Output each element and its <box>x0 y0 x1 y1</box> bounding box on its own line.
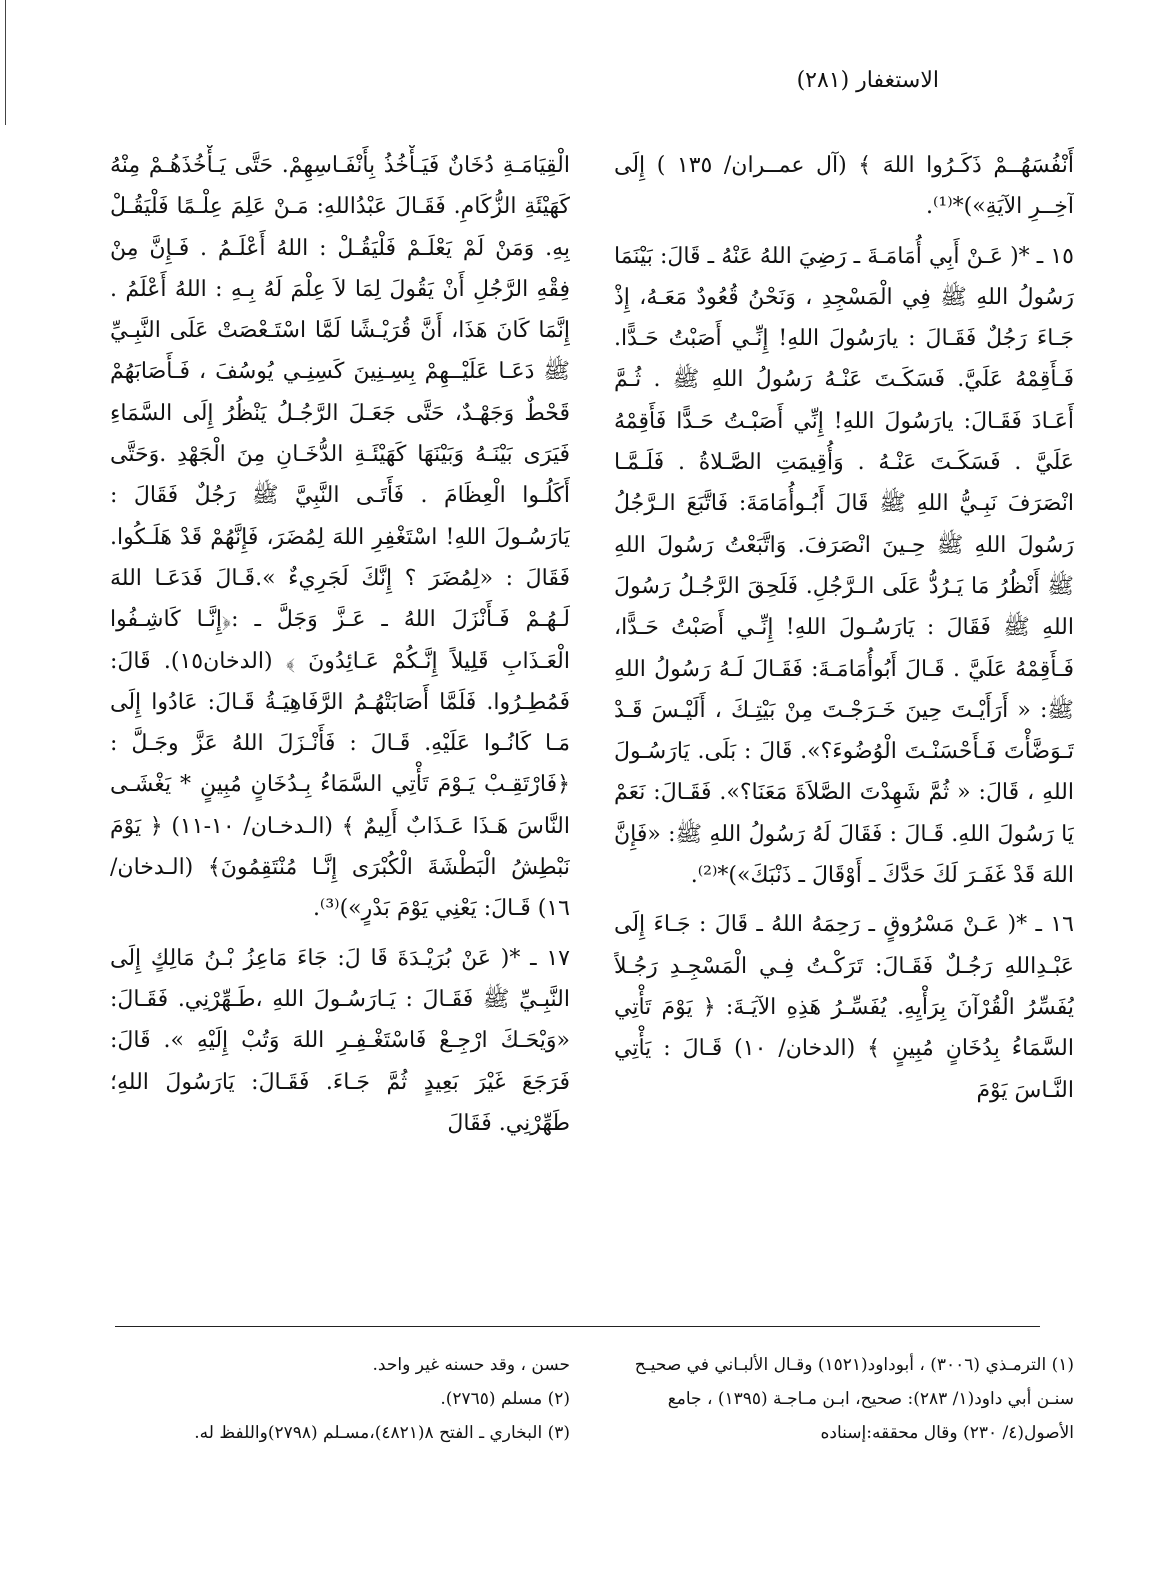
footnote-2: (٢) مسلم (٢٧٦٥). <box>440 1389 570 1409</box>
footnote-separator <box>115 1326 1040 1327</box>
hadith-17: ١٧ ـ *( عَنْ بُرَيْـدَةَ قَا لَ: جَاءَ مَاعِزُ بْـنُ مَالِكٍ إِلَى النَّبِـيِّ ﷺ فَقَـالَ : يَـارَسُـولَ اللهِ ،طَـهِّرْنِي. فَقَـالَ: «وَيْحَـكَ ارْجِـعْ فَاسْتَغْـفِـرِ اللهَ وَتُبْ إِلَيْهِ ». قَالَ: فَرَجَعَ غَيْرَ بَعِيدٍ ثُمَّ جَـاءَ. فَقَـالَ: يَارَسُولَ اللهِ؛ طَهِّرْنِي. فَقَالَ <box>110 945 570 1136</box>
page-edge-line <box>5 0 6 125</box>
footnotes-right <box>624 1348 1074 1558</box>
paragraph: أَنْفُسَهُــمْ ذَكَـرُوا اللهَ ﴾ (آل عمــران/ ١٣٥ ) إِلَى آخِــرِ الآيَةِ»)*⁽¹⁾. <box>614 153 1074 220</box>
text-column-left <box>110 145 570 1295</box>
text-column-right <box>614 145 1074 1295</box>
paragraph: الْقِيَامَـةِ دُخَانٌ فَيَـأْخُذُ بِأَنْفَـاسِهِمْ. حَتَّى يَـأْخُذَهُـمْ مِنْهُ كَهَيْئَةِ الزُّكَامِ. فَقَـالَ عَبْدُاللهِ: مَـنْ عَلِمَ عِلْـمًا فَلْيَقُـلْ بِهِ. وَمَنْ لَمْ يَعْلَـمْ فَلْيَقُـلْ : اللهُ أَعْلَـمُ . فَـإِنَّ مِنْ فِقْهِ الرَّجُلِ أَنْ يَقُولَ لِمَا لاَ عِلْمَ لَهُ بِـهِ : اللهُ أَعْلَمُ . إِنَّمَا كَانَ هَذَا، أَنَّ قُرَيْـشًا لَمَّا اسْتَـعْصَتْ عَلَى النَّبِـيِّ ﷺ دَعَـا عَلَيْــهِمْ بِسِـنِينَ كَسِنِـي يُوسُفَ ، فَـأَصَابَهُمْ قَحْطٌ وَجَهْـدٌ، حَتَّى جَعَـلَ الرَّجُـلُ يَنْظُرُ إِلَى السَّمَاءِ فَيَرَى بَيْنَـهُ وَبَيْنَهَا كَهَيْئَـةِ الدُّخَـانِ مِنَ الْجَهْدِ .وَحَتَّى أَكَلُـوا الْعِظَامَ . فَأَتَـى النَّبِيَّ ﷺ رَجُلٌ فَقَالَ : يَارَسُـولَ اللهِ! اسْتَغْفِرِ اللهَ لِمُضَرَ، فَإِنَّهُمْ قَدْ هَلَـكُوا. فَقَالَ : «لِمُضَرَ ؟ إِنَّكَ لَجَرِيءٌ ».قَـالَ فَدَعَـا اللهَ لَـهُـمْ فَـأَنْزَلَ اللهُ ـ عَـزَّ وَجَلَّ ـ :﴿إِنَّـا كَاشِـفُوا الْعَـذَابِ قَلِيلاً إِنَّـكُمْ عَـائِدُونَ ﴾ (الدخان١٥). قَالَ: فَمُطِـرُوا. فَلَمَّا أَصَابَتْهُـمُ الرَّفَاهِيَـةُ قَـالَ: عَادُوا إِلَى مَـا كَانُـوا عَلَيْهِ. قَـالَ : فَأَنْـزَلَ اللهُ عَزَّ وجَـلَّ : ﴿فَارْتَقِـبْ يَـوْمَ تَأْتِي السَّمَاءُ بِـدُخَانٍ مُبِينٍ * يَغْشَـى النَّاسَ هَـذَا عَـذَابٌ أَلِيمٌ ﴾ (الـدخـان/ ١٠-١١) ﴿ يَوْمَ نَبْطِشُ الْبَطْشَةَ الْكُبْرَى إِنَّـا مُنْتَقِمُونَ﴾ (الـدخان/ ١٦) قَـالَ: يَعْنِي يَوْمَ بَدْرٍ»)⁽³⁾. <box>110 153 570 922</box>
footnote-1: (١) الترمـذي (٣٠٠٦) ، أبوداود(١٥٢١) وقـال الألبـاني في صحيـح سنـن أبي داود(١/ ٢٨٣): صحيح، ابـن مـاجـة (١٣٩٥) ، جامع الأصول(٤/ ٢٣٠) وقال محققه:إسناده <box>634 1355 1074 1443</box>
hadith-16: ١٦ ـ *( عَـنْ مَسْرُوقٍ ـ رَحِمَهُ اللهُ ـ قَالَ : جَـاءَ إِلَى عَبْـدِاللهِ رَجُـلٌ فَقَـالَ: تَرَكْـتُ فِـي الْمَسْجِـدِ رَجُـلاً يُفَسِّرُ الْقُرْآنَ بِرَأْيِهِ. يُفَسِّـرُ هَذِهِ الآيَـةَ: ﴿ يَوْمَ تَأْتِي السَّمَاءُ بِدُخَانٍ مُبِينٍ ﴾ (الدخان/ ١٠) قَـالَ : يَأْتِي النَّـاسَ يَوْمَ <box>614 912 1074 1103</box>
footnote-1-continued: حسن ، وقد حسنه غير واحد. <box>372 1355 570 1375</box>
footnote-3: (٣) البخاري ـ الفتح ٨(٤٨٢١)،مسـلم (٢٧٩٨)واللفظ له. <box>194 1423 570 1443</box>
hadith-15: ١٥ ـ *( عَـنْ أَبِي أُمَامَـةَ ـ رَضِيَ اللهُ عَنْهُ ـ قَالَ: بَيْنَمَا رَسُولُ اللهِ ﷺ فِي الْمَسْجِدِ ، وَنَحْنُ قُعُودٌ مَعَـهُ، إِذْ جَـاءَ رَجُلٌ فَقَـالَ : يارَسُولَ اللهِ! إِنِّـي أَصَبْتُ حَـدًّا. فَـأَقِمْهُ عَلَيَّ. فَسَكَـتَ عَنْـهُ رَسُولُ اللهِ ﷺ . ثُـمَّ أَعَـادَ فَقَـالَ: يارَسُولَ اللهِ! إِنِّي أَصَبْـتُ حَـدًّا فَأَقِمْهُ عَلَيَّ . فَسَكَـتَ عَنْـهُ . وَأُقِيمَتِ الصَّـلاةُ . فَلَـمَّـا انْصَرَفَ نَبِـيُّ اللهِ ﷺ قَالَ أَبُـوأُمَامَةَ: فَاتَّبَعَ الـرَّجُلُ رَسُولَ اللهِ ﷺ حِـينَ انْصَرَفَ. وَاتَّبَعْتُ رَسُولَ اللهِ ﷺ أَنْظُرُ مَا يَـرُدُّ عَلَى الـرَّجُلِ. فَلَحِقَ الرَّجُـلُ رَسُولَ اللهِ ﷺ فَقَالَ : يَارَسُـولَ اللهِ! إِنِّـي أَصَبْتُ حَـدًّا، فَـأَقِمْهُ عَلَيَّ . قَـالَ أَبُوأُمَامَـةَ: فَقَـالَ لَـهُ رَسُولُ اللهِ ﷺ: « أَرَأَيْـتَ حِينَ خَـرَجْـتَ مِنْ بَيْتِـكَ ، أَلَيْـسَ قَـدْ تَـوَضَّأْتَ فَـأَحْسَنْـتَ الْوُضُوءَ؟». قَالَ : بَلَى. يَارَسُـولَ اللهِ ، قَالَ: « ثُمَّ شَهِدْتَ الصَّلاَةَ مَعَنَا؟». فَقَـالَ: نَعَمْ يَا رَسُولَ اللهِ. قَـالَ : فَقَالَ لَهُ رَسُولُ اللهِ ﷺ: «فَإِنَّ اللهَ قَدْ غَفَـرَ لَكَ حَدَّكَ ـ أَوْقَالَ ـ ذَنْبَكَ»)*⁽²⁾. <box>614 243 1074 889</box>
running-header: الاستغفار (٢٨١) <box>796 68 939 93</box>
footnotes-left <box>150 1348 570 1558</box>
